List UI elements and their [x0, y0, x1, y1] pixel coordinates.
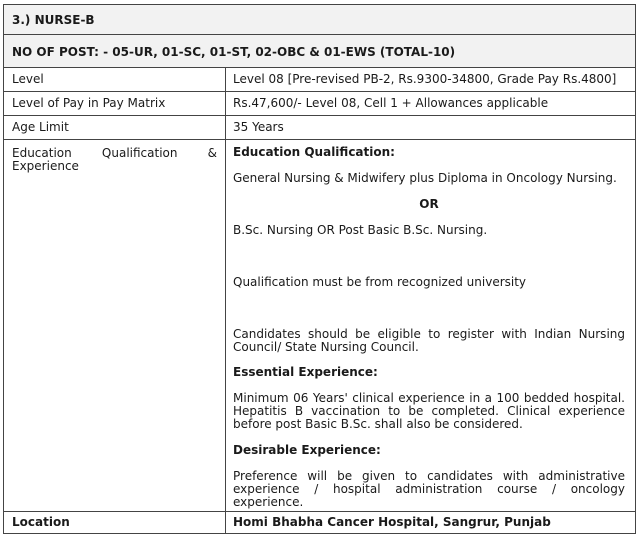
education-line-4: Candidates should be eligible to register with Indian Nursing Council/ State Nursing Council. [233, 327, 625, 354]
desirable-text: Preference will be given to candidates with administrative experience / hospital administration course / oncology experience. [233, 469, 625, 509]
posts-line: NO OF POST: - 05-UR, 01-SC, 01-ST, 02-OBC & 01-EWS (TOTAL-10) [12, 45, 456, 59]
age-label-cell [4, 116, 226, 139]
education-label: Education Qualification & Experience [12, 146, 217, 173]
essential-text: Minimum 06 Years' clinical experience in a 100 bedded hospital. Hepatitis B vaccination to be completed. Clinical experience before post Basic B.Sc. shall also be considered. [233, 391, 625, 431]
table-row-level [4, 68, 635, 92]
location-label: Location [12, 515, 70, 529]
location-label-cell [4, 512, 226, 533]
section-title: 3.) NURSE-B [12, 13, 95, 27]
education-value-cell [226, 140, 635, 511]
education-heading: Education Qualification: [233, 145, 395, 159]
level-label-cell [4, 68, 226, 91]
essential-heading: Essential Experience: [233, 365, 378, 379]
section-title-row [4, 5, 635, 35]
table-row-education [4, 140, 635, 512]
education-line-1: General Nursing & Midwifery plus Diploma in Oncology Nursing. [233, 171, 617, 185]
education-or: OR [419, 197, 439, 211]
education-label-cell [4, 140, 226, 511]
posts-row [4, 35, 635, 68]
pay-value: Rs.47,600/- Level 08, Cell 1 + Allowances applicable [233, 96, 549, 110]
table-row-age [4, 116, 635, 140]
age-value: 35 Years [233, 120, 284, 134]
pay-label-cell [4, 92, 226, 115]
pay-value-cell [226, 92, 635, 115]
pay-label: Level of Pay in Pay Matrix [12, 96, 166, 110]
table-row-pay [4, 92, 635, 116]
education-line-2: B.Sc. Nursing OR Post Basic B.Sc. Nursing. [233, 223, 488, 237]
level-value-cell [226, 68, 635, 91]
level-value: Level 08 [Pre-revised PB-2, Rs.9300-34800, Grade Pay Rs.4800] [233, 72, 617, 86]
desirable-heading: Desirable Experience: [233, 443, 381, 457]
age-label: Age Limit [12, 120, 69, 134]
location-value-cell [226, 512, 635, 533]
education-line-3: Qualification must be from recognized university [233, 275, 527, 289]
location-value: Homi Bhabha Cancer Hospital, Sangrur, Punjab [233, 515, 551, 529]
level-label: Level [12, 72, 44, 86]
table-row-location [4, 512, 635, 533]
recruitment-table [3, 4, 636, 534]
age-value-cell [226, 116, 635, 139]
